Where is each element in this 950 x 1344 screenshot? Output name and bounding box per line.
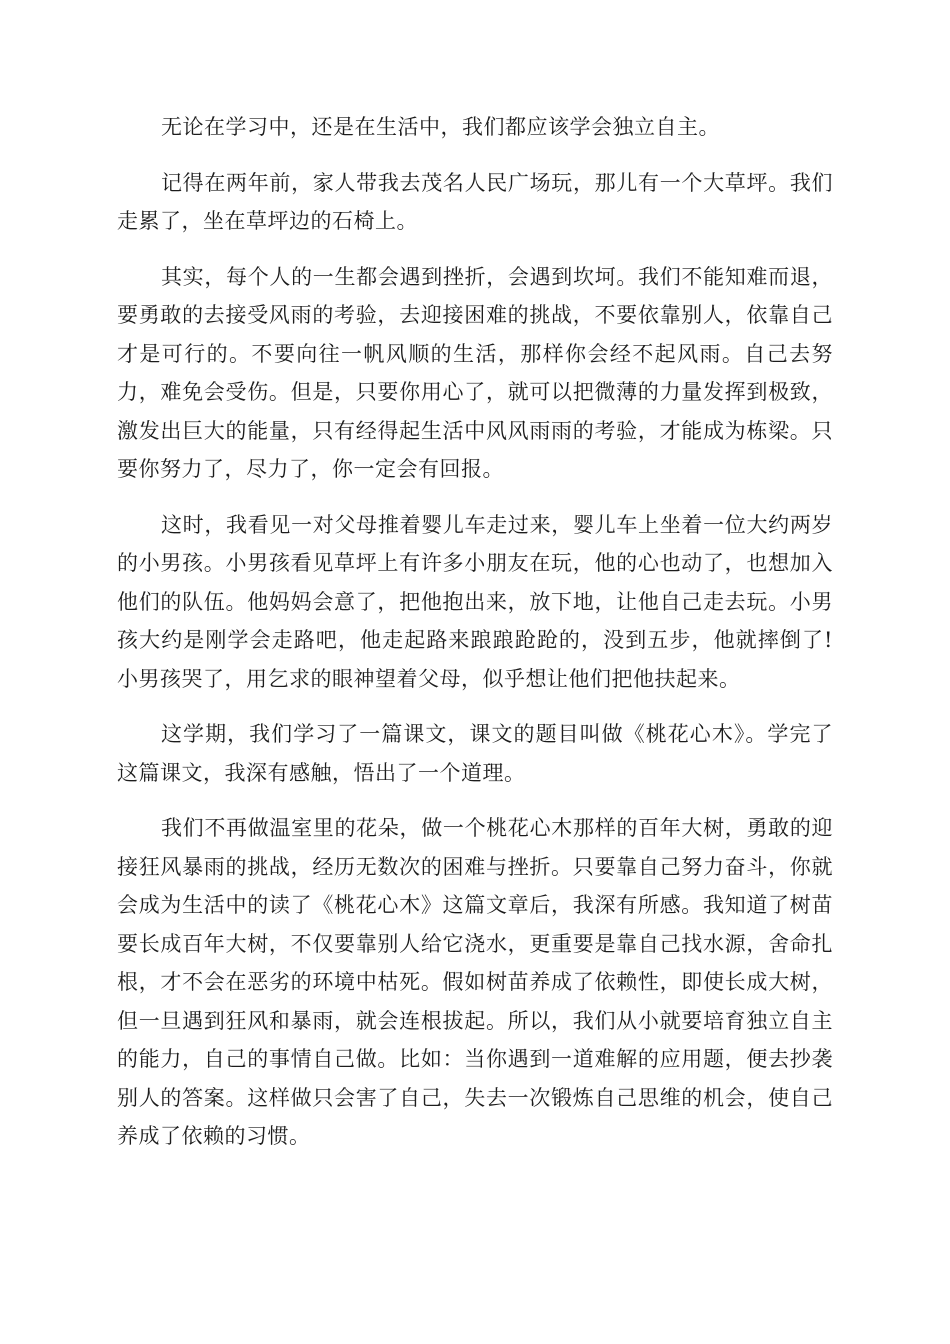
paragraph-6: 我们不再做温室里的花朵，做一个桃花心木那样的百年大树，勇敢的迎接狂风暴雨的挑战，经历无数次的困难与挫折。只要靠自己努力奋斗，你就会成为生活中的读了《桃花心木》这篇文章后，我深有所感。我知道了树苗要长成百年大树，不仅要靠别人给它浇水，更重要是靠自己找水源，舍命扎根，才不会在恶劣的环境中枯死。假如树苗养成了依赖性，即使长成大树，但一旦遇到狂风和暴雨，就会连根拔起。所以，我们从小就要培育独立自主的能力，自己的事情自己做。比如：当你遇到一道难解的应用题，便去抄袭别人的答案。这样做只会害了自己，失去一次锻炼自己思维的机会，使自己养成了依赖的习惯。 [117, 816, 833, 1148]
paragraph-5: 这学期，我们学习了一篇课文，课文的题目叫做《桃花心木》。学完了这篇课文，我深有感触，悟出了一个道理。 [117, 722, 833, 785]
paragraph-4: 这时，我看见一对父母推着婴儿车走过来，婴儿车上坐着一位大约两岁的小男孩。小男孩看见草坪上有许多小朋友在玩，他的心也动了，也想加入他们的队伍。他妈妈会意了，把他抱出来，放下地，让他自己走去玩。小男孩大约是刚学会走路吧，他走起路来踉踉跄跄的，没到五步，他就摔倒了!小男孩哭了，用乞求的眼神望着父母，似乎想让他们把他扶起来。 [117, 512, 833, 691]
paragraph-1: 无论在学习中，还是在生活中，我们都应该学会独立自主。 [161, 115, 720, 139]
document-page [117, 108, 833, 1173]
paragraph-2: 记得在两年前，家人带我去茂名人民广场玩，那儿有一个大草坪。我们走累了，坐在草坪边的石椅上。 [117, 170, 833, 233]
paragraph-3: 其实，每个人的一生都会遇到挫折，会遇到坎坷。我们不能知难而退，要勇敢的去接受风雨的考验，去迎接困难的挑战，不要依靠别人，依靠自己才是可行的。不要向往一帆风顺的生活，那样你会经不起风雨。自己去努力，难免会受伤。但是，只要你用心了，就可以把微薄的力量发挥到极致，激发出巨大的能量，只有经得起生活中风风雨雨的考验，才能成为栋梁。只要你努力了，尽力了，你一定会有回报。 [117, 264, 833, 481]
